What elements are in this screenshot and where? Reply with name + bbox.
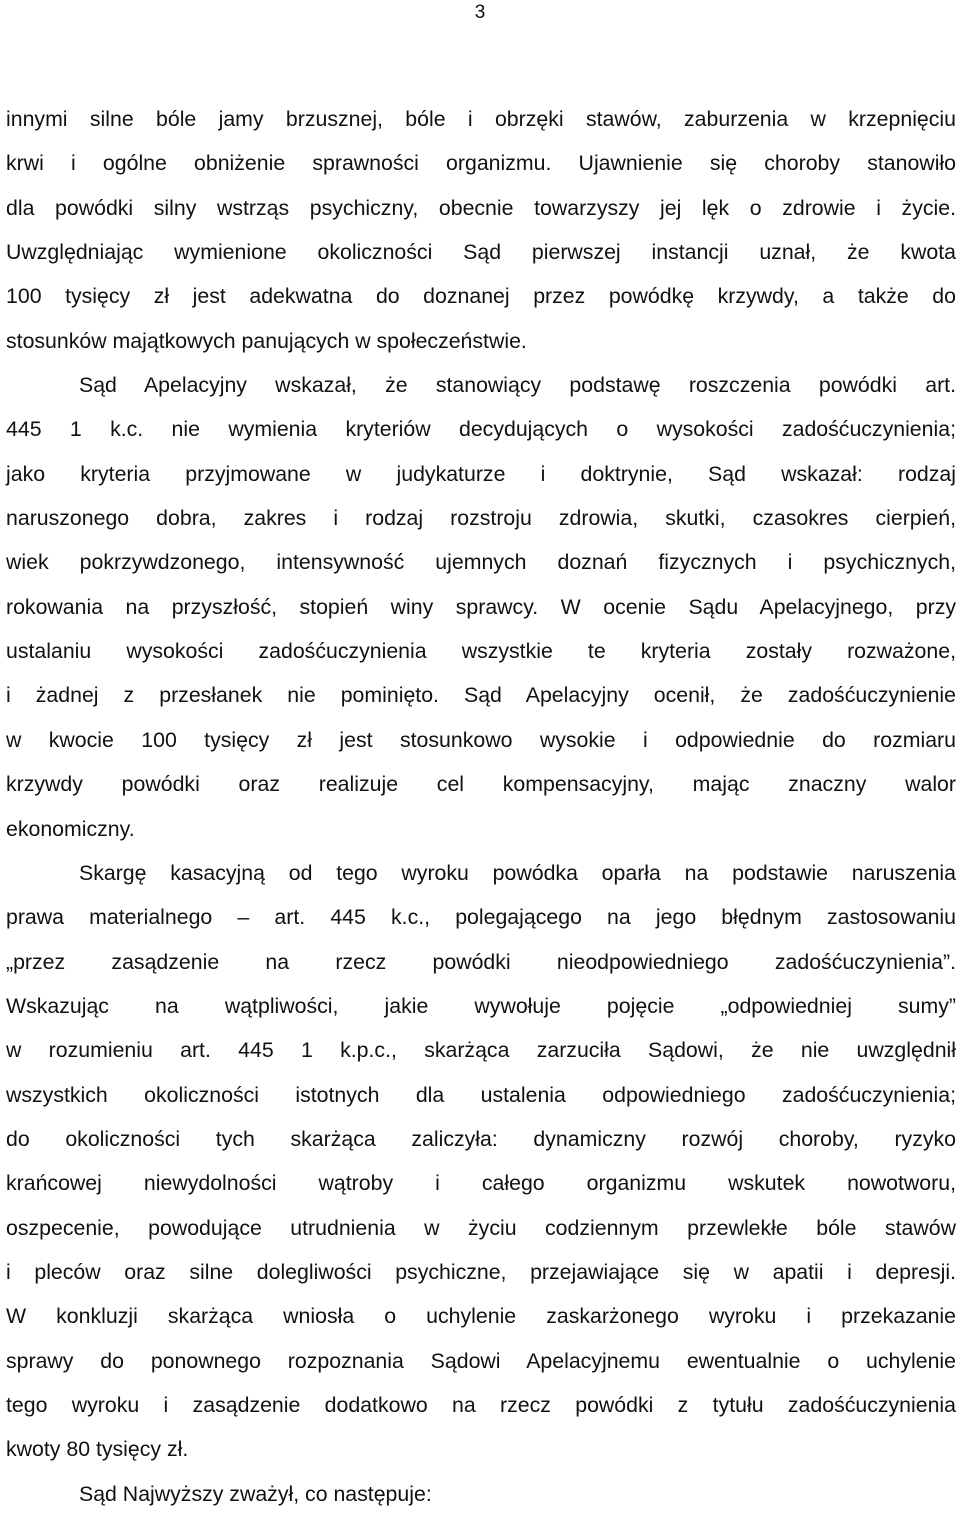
text-line: Skargę kasacyjną od tego wyroku powódka oparła na podstawie naruszenia [79, 860, 956, 885]
text-line: ekonomiczny. [6, 816, 135, 841]
text-line: rokowania na przyszłość, stopień winy sprawcy. W ocenie Sądu Apelacyjnego, przy [6, 594, 956, 619]
text-line: w rozumieniu art. 445 1 k.p.c., skarżąca zarzuciła Sądowi, że nie uwzględnił [6, 1038, 956, 1063]
text-line: stosunków majątkowych panujących w społeczeństwie. [6, 328, 527, 353]
text-line: tego wyroku i zasądzenie dodatkowo na rzecz powódki z tytułu zadośćuczynienia [6, 1392, 956, 1417]
text-line: i żadnej z przesłanek nie pominięto. Sąd Apelacyjny ocenił, że zadośćuczynienie [6, 683, 956, 708]
text-line: Sąd Najwyższy zważył, co następuje: [79, 1481, 432, 1506]
body-text [6, 97, 956, 1516]
text-line: jako kryteria przyjmowane w judykaturze i doktrynie, Sąd wskazał: rodzaj [6, 461, 956, 486]
page-number: 3 [474, 2, 486, 23]
text-line: ustalaniu wysokości zadośćuczynienia wszystkie te kryteria zostały rozważone, [6, 639, 956, 664]
text-line: sprawy do ponownego rozpoznania Sądowi Apelacyjnemu ewentualnie o uchylenie [6, 1348, 956, 1373]
text-line: Uwzględniając wymienione okoliczności Sąd pierwszej instancji uznał, że kwota [6, 240, 956, 265]
text-line: dla powódki silny wstrząs psychiczny, obecnie towarzyszy jej lęk o zdrowie i życie. [6, 195, 956, 220]
text-line: krwi i ogólne obniżenie sprawności organizmu. Ujawnienie się choroby stanowiło [6, 151, 956, 176]
text-line: W konkluzji skarżąca wniosła o uchylenie zaskarżonego wyroku i przekazanie [6, 1304, 956, 1329]
text-line: Wskazując na wątpliwości, jakie wywołuje pojęcie „odpowiedniej sumy” [6, 993, 956, 1018]
text-line: 100 tysięcy zł jest adekwatna do doznanej przez powódkę krzywdy, a także do [6, 284, 956, 309]
text-line: oszpecenie, powodujące utrudnienia w życiu codziennym przewlekłe bóle stawów [6, 1215, 956, 1240]
text-line: wiek pokrzywdzonego, intensywność ujemnych doznań fizycznych i psychicznych, [6, 550, 956, 575]
text-line: i pleców oraz silne dolegliwości psychiczne, przejawiające się w apatii i depresji. [6, 1259, 956, 1284]
text-line: w kwocie 100 tysięcy zł jest stosunkowo wysokie i odpowiednie do rozmiaru [6, 727, 956, 752]
text-line: kwoty 80 tysięcy zł. [6, 1437, 189, 1462]
text-line: krzywdy powódki oraz realizuje cel kompensacyjny, mając znaczny walor [6, 772, 956, 797]
text-line: naruszonego dobra, zakres i rodzaj rozstroju zdrowia, skutki, czasokres cierpień, [6, 506, 956, 531]
text-line: krańcowej niewydolności wątroby i całego organizmu wskutek nowotworu, [6, 1171, 956, 1196]
text-line: innymi silne bóle jamy brzusznej, bóle i obrzęki stawów, zaburzenia w krzepnięciu [6, 107, 956, 131]
text-line: „przez zasądzenie na rzecz powódki nieodpowiedniego zadośćuczynienia”. [6, 949, 956, 974]
text-line: 445 1 k.c. nie wymienia kryteriów decydujących o wysokości zadośćuczynienia; [6, 417, 956, 442]
text-line: do okoliczności tych skarżąca zaliczyła: dynamiczny rozwój choroby, ryzyko [6, 1126, 956, 1151]
text-line: prawa materialnego – art. 445 k.c., polegającego na jego błędnym zastosowaniu [6, 905, 956, 930]
text-line: wszystkich okoliczności istotnych dla ustalenia odpowiedniego zadośćuczynienia; [6, 1082, 956, 1107]
text-line: Sąd Apelacyjny wskazał, że stanowiący podstawę roszczenia powódki art. [79, 373, 956, 398]
